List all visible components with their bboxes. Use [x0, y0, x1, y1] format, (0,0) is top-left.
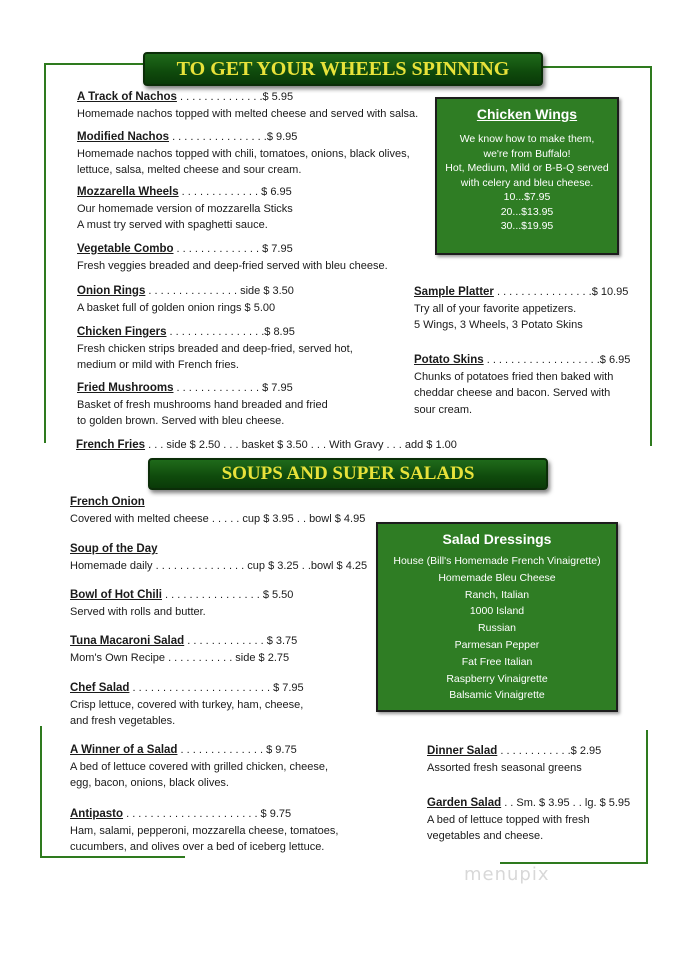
wings-price-20: 20...$13.95: [500, 205, 554, 218]
item-description: Homemade nachos topped with melted cheese and served with salsa.: [77, 107, 419, 120]
item-price: . . . . . . . . . . . . . . . . . . .$ 6.95: [483, 354, 631, 366]
item-description: A bed of lettuce covered with grilled chicken, cheese,: [70, 760, 329, 773]
wings-line: with celery and bleu cheese.: [460, 176, 594, 189]
dressing-item: Parmesan Pepper: [454, 638, 540, 651]
frame-bottom-right-v: [646, 730, 648, 864]
item-description: 5 Wings, 3 Wheels, 3 Potato Skins: [414, 319, 583, 331]
menupix-watermark: menupix: [464, 864, 550, 885]
chicken-wings-heading: Chicken Wings: [476, 106, 578, 122]
item-description: A basket full of golden onion rings $ 5.00: [77, 301, 276, 314]
salad-dressings-heading: Salad Dressings: [442, 531, 552, 547]
item-description: Our homemade version of mozzarella Sticks: [77, 202, 293, 215]
item-title: Vegetable Combo: [77, 243, 174, 255]
menu-item: [70, 587, 370, 620]
menu-item: [77, 380, 427, 430]
menu-item: [70, 541, 370, 574]
item-title: Garden Salad: [427, 797, 502, 809]
item-title: Antipasto: [70, 808, 124, 820]
dressing-item: Balsamic Vinaigrette: [449, 689, 545, 702]
item-price: . . . . . . . . . . . . . .$ 5.95: [176, 91, 294, 103]
item-description: Chunks of potatoes fried then baked with: [414, 370, 614, 383]
dressing-item: Raspberry Vinaigrette: [446, 672, 548, 685]
item-title: French Onion: [70, 496, 145, 508]
item-description: Assorted fresh seasonal greens: [427, 761, 582, 774]
menu-item: [70, 633, 370, 666]
item-description: Mom's Own Recipe . . . . . . . . . . . side $ 2.75: [70, 651, 290, 664]
frame-right: [650, 66, 652, 446]
item-description: Covered with melted cheese . . . . . cup $ 3.95 . . bowl $ 4.95: [70, 512, 366, 525]
frame-left: [44, 63, 46, 443]
item-description: sour cream.: [414, 403, 473, 416]
item-title: Soup of the Day: [70, 543, 158, 555]
menu-item: [70, 806, 370, 856]
dressing-item: Ranch, Italian: [464, 588, 530, 601]
item-title: Chef Salad: [70, 682, 130, 694]
item-description: A must try served with spaghetti sauce.: [77, 219, 268, 231]
dressing-item: Homemade Bleu Cheese: [438, 571, 556, 584]
item-description: and fresh vegetables.: [70, 715, 176, 727]
item-price: . . . . . . . . . . . . . . . .$ 8.95: [166, 326, 295, 338]
menu-item: [77, 184, 427, 234]
item-description: cheddar cheese and bacon. Served with: [414, 387, 611, 399]
item-title: Mozzarella Wheels: [77, 186, 179, 198]
item-title: Bowl of Hot Chili: [70, 589, 162, 601]
item-price: . . . . . . . . . . . . . . . . $ 5.50: [161, 589, 294, 601]
item-description: Crisp lettuce, covered with turkey, ham, cheese,: [70, 698, 304, 711]
item-price: . . Sm. $ 3.95 . . lg. $ 5.95: [501, 797, 631, 809]
frame-bottom-left-v: [40, 726, 42, 858]
item-title: Chicken Fingers: [77, 326, 167, 338]
item-description: Ham, salami, pepperoni, mozzarella cheese, tomatoes,: [70, 824, 339, 837]
dressing-item: 1000 Island: [469, 605, 525, 618]
salad-dressings-box: [376, 522, 618, 712]
item-description: vegetables and cheese.: [427, 830, 544, 842]
menu-item: [70, 494, 370, 527]
item-price: . . . . . . . . . . . .$ 2.95: [497, 745, 602, 757]
item-title: Fried Mushrooms: [77, 382, 174, 394]
item-price: . . . . . . . . . . . . . . . side $ 3.50: [145, 285, 294, 297]
french-fries-line: [76, 437, 496, 454]
banner-wheels-spinning: TO GET YOUR WHEELS SPINNING: [143, 52, 543, 86]
item-description: A bed of lettuce topped with fresh: [427, 813, 590, 826]
item-title: Modified Nachos: [77, 131, 170, 143]
wings-line: We know how to make them,: [459, 133, 595, 145]
item-description: Try all of your favorite appetizers.: [414, 302, 577, 315]
item-title: Dinner Salad: [427, 745, 498, 757]
item-price: . . . . . . . . . . . . . . . . . . . . . . . $ 7.95: [129, 682, 304, 694]
item-description: to golden brown. Served with bleu cheese.: [77, 415, 285, 427]
banner-soups-salads: SOUPS AND SUPER SALADS: [148, 458, 548, 490]
menu-item: [427, 795, 637, 845]
item-price: . . . . . . . . . . . . . . $ 9.75: [177, 744, 297, 756]
item-price: . . . side $ 2.50 . . . basket $ 3.50 . . . With Gravy . . . add $ 1.00: [145, 439, 457, 451]
menu-item: [77, 129, 427, 179]
menu-item: [77, 89, 427, 122]
menu-item: [77, 324, 427, 374]
item-description: Fresh veggies breaded and deep-fried served with bleu cheese.: [77, 259, 388, 272]
item-description: Homemade nachos topped with chili, tomatoes, onions, black olives,: [77, 147, 410, 160]
item-description: medium or mild with French fries.: [77, 359, 239, 371]
frame-top-left: [44, 63, 144, 65]
item-title: A Winner of a Salad: [70, 744, 178, 756]
item-price: . . . . . . . . . . . . . $ 3.75: [184, 635, 298, 647]
item-title: Sample Platter: [414, 286, 494, 298]
dressing-item: House (Bill's Homemade French Vinaigrette): [393, 555, 601, 567]
item-description: Basket of fresh mushrooms hand breaded and fried: [77, 398, 328, 411]
item-description: egg, bacon, onions, black olives.: [70, 777, 229, 789]
item-price: . . . . . . . . . . . . . . $ 7.95: [173, 382, 293, 394]
menu-item: [77, 283, 427, 316]
wings-line: Hot, Medium, Mild or B-B-Q served: [445, 162, 609, 174]
menu-item: [427, 743, 637, 776]
item-price: . . . . . . . . . . . . . $ 6.95: [178, 186, 292, 198]
dressing-item: Fat Free Italian: [461, 655, 533, 668]
frame-top-right: [540, 66, 652, 68]
item-description: Served with rolls and butter.: [70, 605, 206, 618]
item-title: Onion Rings: [77, 285, 146, 297]
wings-price-30: 30...$19.95: [500, 220, 554, 232]
item-description: cucumbers, and olives over a bed of iceberg lettuce.: [70, 841, 325, 853]
menu-item: [70, 742, 370, 792]
item-price: . . . . . . . . . . . . . . . . . . . . . . $ 9.75: [123, 808, 292, 820]
chicken-wings-box: [435, 97, 619, 255]
frame-bottom-left-h: [40, 856, 185, 858]
item-description: lettuce, salsa, melted cheese and sour cream.: [77, 164, 302, 176]
menu-item: [77, 241, 427, 274]
item-price: . . . . . . . . . . . . . . . .$ 10.95: [493, 286, 629, 298]
menu-item: [414, 284, 644, 334]
wings-price-10: 10...$7.95: [503, 191, 551, 203]
menu-item: [414, 352, 644, 418]
item-description: Fresh chicken strips breaded and deep-fried, served hot,: [77, 342, 353, 355]
item-price: . . . . . . . . . . . . . . $ 7.95: [173, 243, 293, 255]
item-title: Potato Skins: [414, 354, 484, 366]
dressing-item: Russian: [478, 622, 516, 635]
wings-line: we're from Buffalo!: [483, 147, 571, 160]
item-title: Tuna Macaroni Salad: [70, 635, 185, 647]
item-title: French Fries: [76, 439, 146, 451]
item-price: . . . . . . . . . . . . . . . .$ 9.95: [169, 131, 298, 143]
item-title: A Track of Nachos: [77, 91, 177, 103]
item-description: Homemade daily . . . . . . . . . . . . . . . cup $ 3.25 . .bowl $ 4.25: [70, 559, 368, 572]
menu-item: [70, 680, 370, 730]
